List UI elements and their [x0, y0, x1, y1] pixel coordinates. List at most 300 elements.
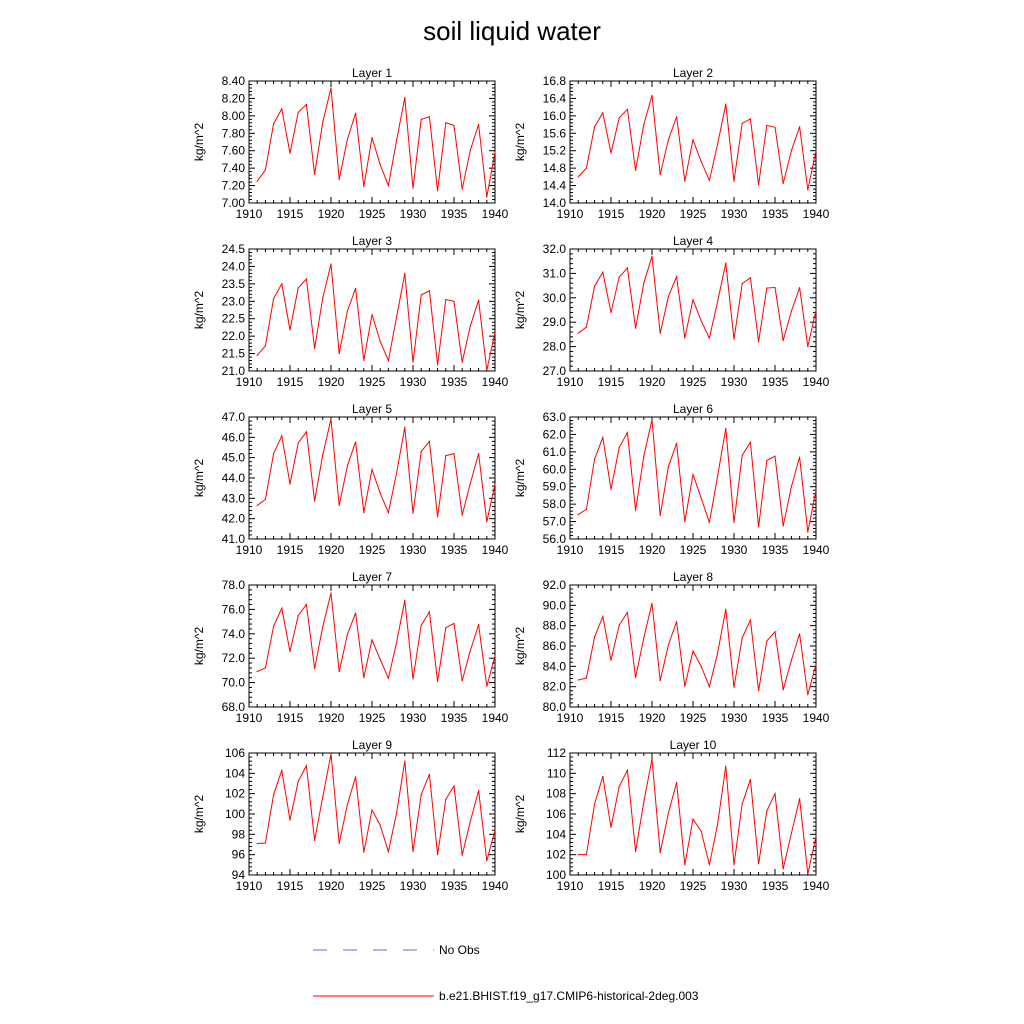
y-tick-label: 60.0	[542, 462, 566, 477]
y-tick-label: 94	[231, 868, 245, 882]
x-tick-label: 1935	[440, 375, 468, 389]
data-point	[355, 441, 356, 442]
data-point	[742, 803, 743, 804]
data-point	[478, 624, 479, 625]
data-point	[494, 152, 495, 153]
data-point	[610, 827, 611, 828]
x-tick-label: 1940	[802, 879, 830, 893]
data-point	[404, 761, 405, 762]
data-point	[380, 164, 381, 165]
data-point	[265, 169, 266, 170]
y-tick-label: 78.0	[221, 578, 245, 592]
data-point	[257, 843, 258, 844]
panel-title: Layer 5	[351, 402, 393, 416]
data-point	[578, 333, 579, 334]
data-point	[758, 863, 759, 864]
y-tick-label: 15.2	[542, 143, 566, 158]
data-point	[774, 631, 775, 632]
data-point	[273, 626, 274, 627]
plot-frame	[249, 81, 495, 203]
y-tick-label: 8.20	[221, 91, 245, 106]
y-tick-label: 104	[224, 766, 245, 781]
data-point	[453, 125, 454, 126]
data-point	[610, 489, 611, 490]
data-point	[306, 765, 307, 766]
data-point	[429, 441, 430, 442]
data-point	[380, 341, 381, 342]
x-tick-label: 1930	[399, 207, 427, 221]
x-tick-label: 1925	[679, 375, 707, 389]
data-point	[619, 625, 620, 626]
data-point	[783, 340, 784, 341]
data-point	[257, 181, 258, 182]
y-tick-label: 24.0	[221, 259, 245, 274]
x-tick-label: 1920	[317, 879, 345, 893]
y-tick-label: 7.80	[221, 126, 245, 141]
y-tick-label: 63.0	[542, 410, 566, 424]
data-point	[709, 180, 710, 181]
data-point	[363, 677, 364, 678]
data-point	[273, 794, 274, 795]
y-tick-label: 110	[546, 766, 566, 781]
y-tick-label: 7.00	[221, 196, 245, 210]
data-point	[733, 687, 734, 688]
data-point	[676, 621, 677, 622]
data-point	[742, 123, 743, 124]
data-point	[750, 779, 751, 780]
data-point	[462, 855, 463, 856]
x-tick-label: 1930	[720, 543, 748, 557]
chart-panel	[513, 234, 830, 389]
y-tick-label: 7.60	[221, 143, 245, 158]
data-point	[660, 680, 661, 681]
y-tick-label: 68.0	[221, 700, 245, 714]
data-point	[791, 486, 792, 487]
data-point	[478, 790, 479, 791]
data-point	[807, 531, 808, 532]
data-point	[363, 852, 364, 853]
data-point	[404, 273, 405, 274]
data-point	[733, 181, 734, 182]
y-tick-label: 112	[546, 746, 566, 760]
data-point	[709, 864, 710, 865]
data-point	[635, 328, 636, 329]
y-tick-label: 14.4	[542, 178, 566, 193]
y-tick-label: 28.0	[542, 339, 566, 354]
data-point	[453, 453, 454, 454]
data-point	[298, 615, 299, 616]
series-line	[257, 754, 495, 861]
data-point	[371, 137, 372, 138]
series-line	[257, 593, 495, 686]
data-point	[339, 505, 340, 506]
data-point	[347, 310, 348, 311]
data-point	[314, 668, 315, 669]
data-point	[355, 113, 356, 114]
data-point	[701, 320, 702, 321]
data-point	[635, 851, 636, 852]
data-point	[396, 140, 397, 141]
data-point	[586, 509, 587, 510]
data-point	[635, 677, 636, 678]
data-point	[807, 346, 808, 347]
data-point	[619, 276, 620, 277]
x-tick-label: 1915	[597, 207, 625, 221]
data-point	[388, 678, 389, 679]
data-point	[265, 842, 266, 843]
legend-model-label: b.e21.BHIST.f19_g17.CMIP6-historical-2deg.003	[439, 989, 699, 1003]
data-point	[783, 689, 784, 690]
panel-title: Layer 10	[669, 738, 717, 752]
data-point	[281, 435, 282, 436]
y-tick-label: 44.0	[221, 471, 245, 485]
data-point	[404, 97, 405, 98]
y-tick-label: 98	[231, 827, 245, 842]
y-tick-label: 30.0	[542, 290, 566, 305]
data-point	[421, 794, 422, 795]
data-point	[412, 188, 413, 189]
panel-title: Layer 3	[351, 234, 393, 248]
x-tick-label: 1920	[638, 711, 666, 725]
data-point	[660, 515, 661, 516]
y-tick-label: 21.0	[221, 364, 245, 378]
y-tick-label: 86.0	[542, 639, 566, 653]
x-tick-label: 1920	[638, 543, 666, 557]
y-tick-label: 8.00	[221, 108, 245, 123]
data-point	[453, 785, 454, 786]
data-point	[289, 820, 290, 821]
data-point	[742, 637, 743, 638]
data-point	[404, 600, 405, 601]
data-point	[684, 864, 685, 865]
data-point	[445, 455, 446, 456]
x-tick-label: 1910	[235, 543, 263, 557]
data-point	[289, 484, 290, 485]
data-point	[586, 854, 587, 855]
panel-title: Layer 6	[672, 402, 714, 416]
y-tick-label: 46.0	[221, 430, 245, 445]
x-tick-label: 1930	[399, 711, 427, 725]
data-point	[815, 836, 816, 837]
data-point	[306, 431, 307, 432]
data-point	[619, 447, 620, 448]
data-point	[725, 428, 726, 429]
panel-title: Layer 4	[672, 234, 714, 248]
y-tick-label: 21.5	[221, 346, 245, 361]
data-point	[676, 782, 677, 783]
x-tick-label: 1930	[720, 375, 748, 389]
data-point	[602, 112, 603, 113]
data-point	[429, 611, 430, 612]
data-point	[330, 592, 331, 593]
data-point	[298, 112, 299, 113]
data-point	[289, 329, 290, 330]
x-tick-label: 1910	[556, 207, 584, 221]
data-point	[668, 296, 669, 297]
data-point	[815, 490, 816, 491]
y-tick-label: 108	[545, 786, 566, 801]
x-tick-label: 1910	[235, 375, 263, 389]
series-line	[578, 759, 816, 874]
x-tick-label: 1940	[481, 375, 509, 389]
y-tick-label: 14.0	[542, 196, 566, 210]
chart-panel	[192, 402, 509, 557]
x-tick-label: 1925	[679, 879, 707, 893]
x-tick-label: 1910	[556, 543, 584, 557]
plot-frame	[249, 249, 495, 371]
data-point	[725, 609, 726, 610]
x-tick-label: 1925	[679, 543, 707, 557]
y-tick-label: 62.0	[542, 427, 566, 442]
data-point	[322, 626, 323, 627]
data-point	[791, 311, 792, 312]
data-point	[627, 770, 628, 771]
data-point	[412, 678, 413, 679]
y-tick-label: 56.0	[542, 532, 566, 546]
y-axis-label: kg/m^2	[192, 290, 206, 330]
data-point	[766, 460, 767, 461]
plot-frame	[570, 417, 816, 539]
y-tick-label: 82.0	[542, 679, 566, 694]
chart-panel	[513, 66, 830, 221]
x-tick-label: 1930	[720, 207, 748, 221]
data-point	[355, 776, 356, 777]
data-point	[453, 623, 454, 624]
x-tick-label: 1920	[638, 879, 666, 893]
data-point	[298, 442, 299, 443]
data-point	[766, 640, 767, 641]
y-tick-label: 47.0	[221, 410, 245, 424]
x-tick-label: 1915	[597, 711, 625, 725]
data-point	[742, 283, 743, 284]
data-point	[257, 505, 258, 506]
data-point	[462, 362, 463, 363]
data-point	[627, 109, 628, 110]
y-tick-label: 45.0	[221, 450, 245, 465]
data-point	[725, 263, 726, 264]
data-point	[347, 139, 348, 140]
y-tick-label: 80.0	[542, 700, 566, 714]
data-point	[660, 852, 661, 853]
x-tick-label: 1920	[638, 375, 666, 389]
data-point	[486, 521, 487, 522]
data-point	[701, 161, 702, 162]
plot-frame	[249, 585, 495, 707]
data-point	[651, 95, 652, 96]
y-tick-label: 7.20	[221, 178, 245, 193]
data-point	[799, 287, 800, 288]
data-point	[627, 267, 628, 268]
y-tick-label: 61.0	[542, 444, 566, 459]
x-tick-label: 1920	[317, 543, 345, 557]
data-point	[627, 432, 628, 433]
x-tick-label: 1935	[761, 879, 789, 893]
data-point	[651, 256, 652, 257]
chart-panel	[192, 570, 509, 725]
data-point	[330, 87, 331, 88]
y-tick-label: 88.0	[542, 618, 566, 633]
data-point	[733, 522, 734, 523]
data-point	[445, 122, 446, 123]
data-point	[314, 174, 315, 175]
x-tick-label: 1935	[761, 543, 789, 557]
data-point	[742, 455, 743, 456]
data-point	[396, 316, 397, 317]
data-point	[470, 149, 471, 150]
y-tick-label: 23.5	[221, 276, 245, 291]
data-point	[273, 123, 274, 124]
panel-title: Layer 9	[351, 738, 393, 752]
x-tick-label: 1940	[481, 879, 509, 893]
x-tick-label: 1935	[440, 711, 468, 725]
y-tick-label: 29.0	[542, 315, 566, 330]
y-tick-label: 22.5	[221, 311, 245, 326]
data-point	[462, 514, 463, 515]
plot-frame	[249, 753, 495, 875]
data-point	[396, 812, 397, 813]
data-point	[791, 833, 792, 834]
data-point	[815, 309, 816, 310]
x-tick-label: 1930	[720, 711, 748, 725]
data-point	[281, 608, 282, 609]
y-tick-label: 15.6	[542, 126, 566, 141]
data-point	[602, 616, 603, 617]
x-tick-label: 1910	[235, 207, 263, 221]
data-point	[396, 472, 397, 473]
data-point	[791, 150, 792, 151]
data-point	[380, 659, 381, 660]
data-point	[412, 513, 413, 514]
legend	[313, 943, 699, 1003]
data-point	[314, 348, 315, 349]
x-tick-label: 1915	[276, 711, 304, 725]
y-tick-label: 22.0	[221, 329, 245, 344]
chart-panel	[513, 402, 830, 557]
series-line	[578, 420, 816, 532]
data-point	[306, 604, 307, 605]
data-point	[462, 188, 463, 189]
data-point	[339, 179, 340, 180]
data-point	[651, 759, 652, 760]
y-tick-label: 31.0	[542, 266, 566, 281]
data-point	[766, 125, 767, 126]
data-point	[594, 285, 595, 286]
x-tick-label: 1920	[317, 711, 345, 725]
x-tick-label: 1935	[761, 711, 789, 725]
x-tick-label: 1910	[556, 711, 584, 725]
data-point	[265, 499, 266, 500]
y-tick-label: 41.0	[221, 532, 245, 546]
data-point	[733, 864, 734, 865]
data-point	[421, 119, 422, 120]
y-tick-label: 43.0	[221, 491, 245, 506]
y-axis-label: kg/m^2	[192, 794, 206, 834]
x-tick-label: 1910	[235, 711, 263, 725]
data-point	[750, 277, 751, 278]
figure-title: soil liquid water	[423, 16, 601, 46]
chart-panel	[192, 738, 509, 893]
data-point	[486, 370, 487, 371]
x-tick-label: 1940	[481, 207, 509, 221]
y-tick-label: 16.8	[542, 74, 566, 88]
data-point	[437, 854, 438, 855]
data-point	[412, 362, 413, 363]
data-point	[478, 453, 479, 454]
data-point	[494, 830, 495, 831]
data-point	[462, 680, 463, 681]
x-tick-label: 1910	[556, 375, 584, 389]
x-tick-label: 1930	[720, 879, 748, 893]
x-tick-label: 1940	[481, 711, 509, 725]
data-point	[347, 634, 348, 635]
plot-frame	[249, 417, 495, 539]
data-point	[692, 299, 693, 300]
data-point	[363, 186, 364, 187]
y-tick-label: 7.40	[221, 161, 245, 176]
y-axis-label: kg/m^2	[192, 458, 206, 498]
data-point	[322, 121, 323, 122]
plot-frame	[570, 753, 816, 875]
data-point	[602, 776, 603, 777]
data-point	[660, 174, 661, 175]
data-point	[733, 339, 734, 340]
x-tick-label: 1915	[597, 375, 625, 389]
data-point	[470, 821, 471, 822]
data-point	[330, 418, 331, 419]
panel-title: Layer 2	[672, 66, 714, 80]
data-point	[388, 185, 389, 186]
data-point	[298, 781, 299, 782]
series-line	[257, 264, 495, 370]
data-point	[643, 124, 644, 125]
x-tick-label: 1915	[597, 879, 625, 893]
data-point	[330, 263, 331, 264]
series-line	[578, 256, 816, 346]
data-point	[668, 644, 669, 645]
x-tick-label: 1940	[481, 543, 509, 557]
data-point	[494, 332, 495, 333]
x-tick-label: 1910	[235, 879, 263, 893]
y-axis-label: kg/m^2	[513, 626, 527, 666]
data-point	[668, 466, 669, 467]
data-point	[371, 469, 372, 470]
data-point	[347, 804, 348, 805]
data-point	[404, 427, 405, 428]
y-tick-label: 74.0	[221, 626, 245, 641]
data-point	[494, 484, 495, 485]
data-point	[486, 686, 487, 687]
data-point	[363, 512, 364, 513]
data-point	[594, 636, 595, 637]
data-point	[388, 360, 389, 361]
x-tick-label: 1930	[399, 879, 427, 893]
data-point	[807, 189, 808, 190]
data-point	[257, 355, 258, 356]
y-tick-label: 72.0	[221, 651, 245, 666]
data-point	[478, 300, 479, 301]
x-tick-label: 1935	[440, 207, 468, 221]
data-point	[750, 118, 751, 119]
data-point	[594, 126, 595, 127]
data-point	[371, 639, 372, 640]
x-tick-label: 1930	[399, 375, 427, 389]
data-point	[717, 476, 718, 477]
data-point	[314, 840, 315, 841]
chart-panel	[192, 66, 509, 221]
series-line	[578, 603, 816, 695]
data-point	[815, 150, 816, 151]
y-tick-label: 42.0	[221, 511, 245, 526]
